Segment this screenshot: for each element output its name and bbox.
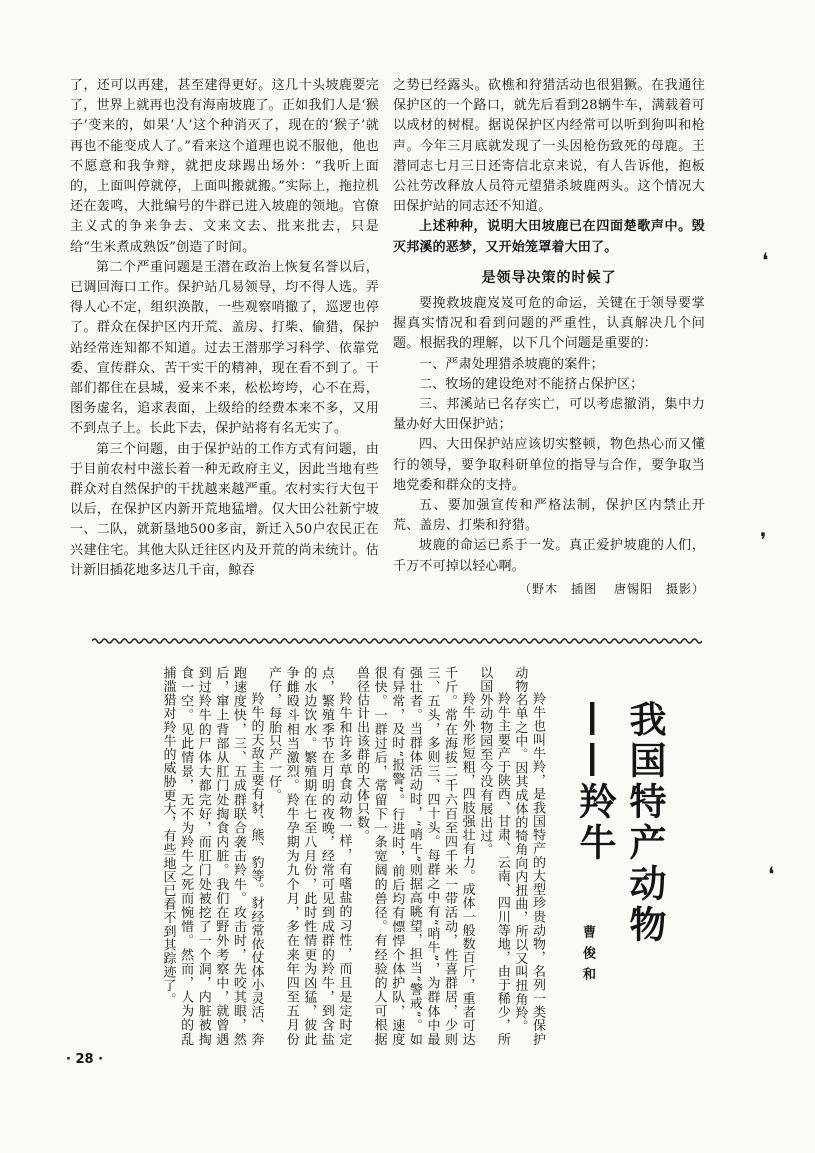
paragraph: 了，还可以再建，甚至建得更好。这几十头坡鹿要完了，世界上就再也没有海南坡鹿了。正如我们人是‘猴子’变来的，如果‘人’这个种消灭了，现在的‘猴子’就再也不能变成人了。”看来这个道理也说不服他，他也不愿意和我争辩，就把皮球踢出场外：“我听上面的，上面叫停就停，上面叫搬就搬。”实际上，拖拉机还在轰鸣，大批编号的牛群已进入坡鹿的领地。官僚主义式的争来争去、文来文去、批来批去，只是给“生米煮成熟饭”创造了时间。 <box>70 78 379 255</box>
paragraph: 之势已经露头。砍樵和狩猎活动也很猖獗。在我通往保护区的一个路口，就先后看到28辆牛车，满载着可以成材的树棍。据说保护区内经常可以听到狗叫和枪声。今年三月底就发现了一头因枪伤致死的母鹿。王潜同志七月三日还寄信北京来说，有人告诉他，抱板公社劳改释放人员符元望猎杀坡鹿两头。这个情况大田保护站的同志还不知道。 <box>393 78 705 215</box>
list-item: 五、要加强宣传和严格法制，保护区内禁止开荒、盖房、打柴和狩猎。 <box>393 498 705 534</box>
print-speck: ❛ <box>762 248 769 272</box>
list-item: 一、严肃处理猎杀坡鹿的案件； <box>419 356 604 372</box>
illustration-credit: （野木 插图 <box>519 581 598 596</box>
list-item: 四、大田保护站应该切实整顿，物色热心而又懂行的领导，要争取科研单位的指导与合作，要争取当地党委和群众的支持。 <box>393 437 705 493</box>
paragraph: 羚牛也叫牛羚，是我国特产的大型珍贵动物，名列一类保护动物名单之中。因其成体的犄角向内扭曲，所以又叫扭角羚。 <box>512 666 545 1046</box>
article-title: 我国特产动物——羚牛 <box>573 700 667 946</box>
paragraph: 羚牛外形短粗，四肢强壮有力。成体一般数百斤，重者可达千斤。常在海拔二千六百至四千米一带活动，性喜群居，少则三、五头，多则三、四十头。每群之中有“哨牛”，为群体中最强壮者。当群体活动时，“哨牛”则据高眺望，担当“警戒”。如有异常，及时“报警”。行进时，前后均有慓悍个体护队，速度很快。一群过后，常留下一条宽阔的兽径。有经验的人可根据兽径估计出该群的大体只数。 <box>354 666 475 1046</box>
paragraph: 羚牛的天敌主要有豺、熊、豹等。豺经常依仗体小灵活、奔跑速度快，三、五成群联合袭击羚牛。攻击时，先咬其眼，然后，窜上背部从肛门处掏食内脏。我们在野外考察中，就曾遇到过羚牛的尸体大都完好，而肛门处被挖了一个洞，内脏被掏食一空。见此情景，无不为羚牛之死而惋惜。然而，人为的乱捕滥猎对羚牛的威胁更大，有些地区已看不到其踪迹了。 <box>160 666 264 1046</box>
paragraph: 坡鹿的命运已系于一发。真正爱护坡鹿的人们，千万不可掉以轻心啊。 <box>393 538 705 574</box>
section-heading: 是领导决策的时候了 <box>481 269 617 286</box>
list-item: 二、牧场的建设绝对不能挤占保护区； <box>419 376 644 392</box>
print-speck: ❛ <box>768 862 775 886</box>
paragraph: 要挽救坡鹿岌岌可危的命运，关键在于领导要掌握真实情况和看到问题的严重性，认真解决几个问题。根据我的理解，以下几个问题是重要的： <box>393 296 705 352</box>
list-item: 三、邦溪站已名存实亡，可以考虑撤消，集中力量办好大田保护站； <box>393 397 705 433</box>
paragraph: 羚牛和许多草食动物一样，有嗜盐的习性，而且是定时定点，繁殖季节在月明的夜晚，经常可见到成群的羚牛，到含盐的水边饮水。繁殖期在七至八月份，此时性情更为凶猛，彼此争雌殴斗相当激烈。羚牛孕期为九个月，多在来年四至五月份产仔，每胎只产一仔。 <box>266 666 352 1046</box>
print-speck: ❜ <box>760 528 767 552</box>
paragraph: 第三个问题，由于保护站的工作方式有问题，由于目前农村中滋长着一种无政府主义，因此当地有些群众对自然保护的干扰越来越严重。农村实行大包干以后，在保护区内新开荒地猛增。仅大田公社新宁坡一、二队，就新垦地500多亩，新迁入50户农民正在兴建住宅。其他大队迁往区内及开荒的尚未统计。估计新旧插花地多达几千亩，鲸吞 <box>70 441 379 578</box>
paragraph: 上述种种，说明大田坡鹿已在四面楚歌声中。毁灭邦溪的恶梦，又开始笼罩着大田了。 <box>393 219 705 255</box>
photo-credit: 唐锡阳 摄影） <box>613 581 705 596</box>
vertical-article-body <box>68 666 546 1046</box>
left-column <box>70 76 379 581</box>
article-author: 曹俊和 <box>580 925 595 988</box>
paragraph: 羚牛主要产于陕西、甘肃、云南、四川等地，由于稀少，所以国外动物园至今没有展出过。 <box>477 666 510 1046</box>
wavy-divider <box>92 636 702 646</box>
credits <box>393 579 705 599</box>
paragraph: 第二个严重问题是王潜在政治上恢复名誉以后，已调回海口工作。保护站几易领导，均不得人选。弄得人心不定，组织涣散，一些观察哨撤了，巡逻也停了。群众在保护区内开荒、盖房、打柴、偷猎，保护站经常连知都不知道。过去王潜那学习科学、依靠党委、宣传群众、苦干实干的精神，现在看不到了。干部们都住在县城，爱来不来，松松垮垮，心不在焉，图务虚名，追求表面，上级给的经费本来不多，又用不到点子上。长此下去，保护站将有名无实了。 <box>70 259 379 437</box>
right-column <box>393 76 705 599</box>
page-number: · 28 · <box>66 1052 104 1067</box>
